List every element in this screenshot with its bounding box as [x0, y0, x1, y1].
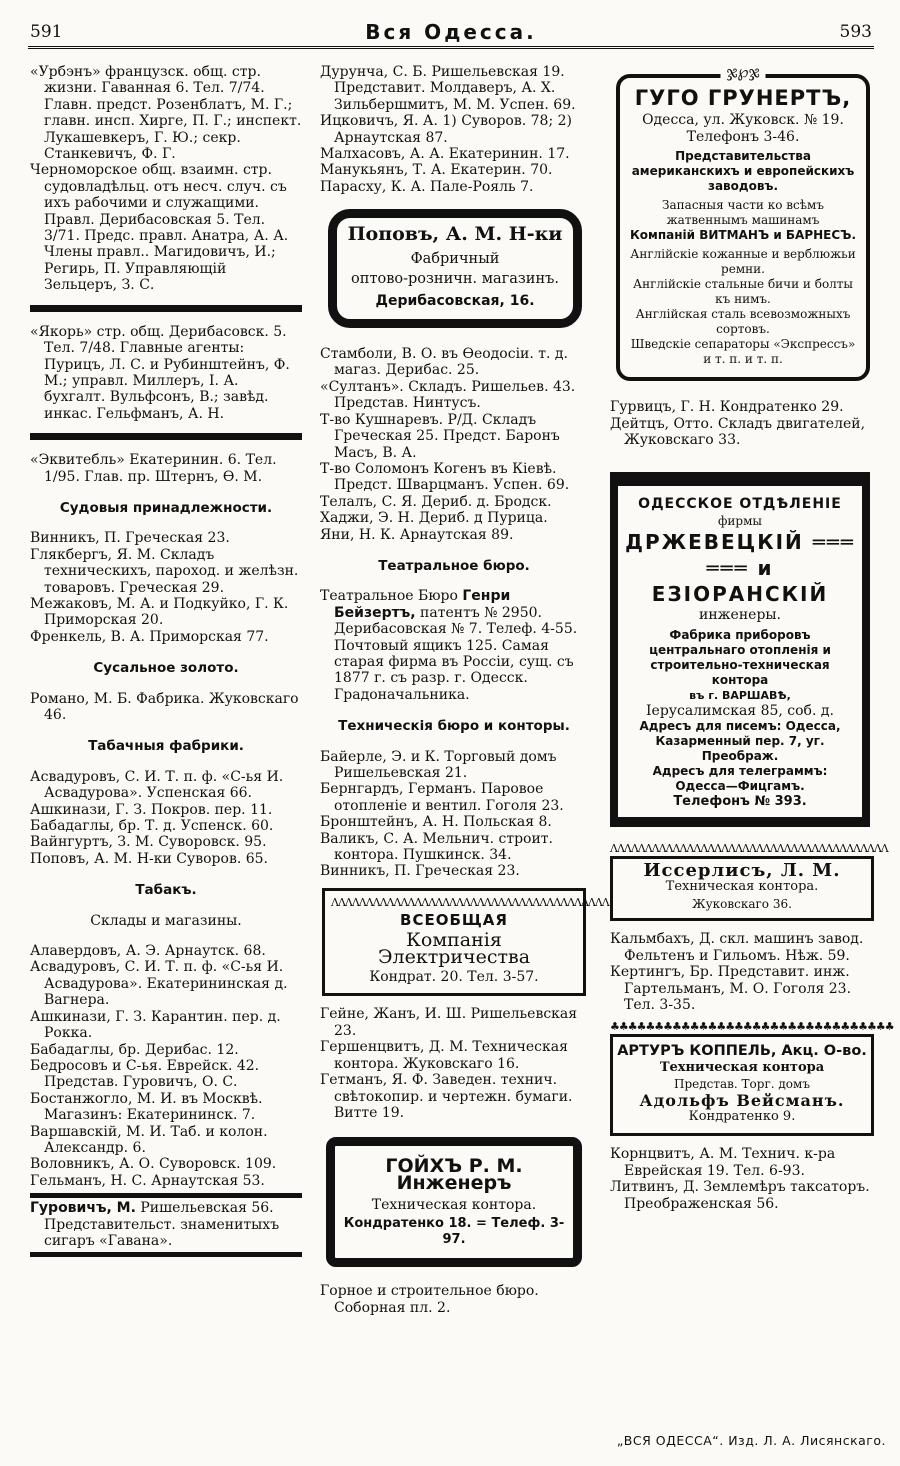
- entry-teatr-name: Генри Бейзертъ,: [334, 588, 511, 621]
- section-heading-sudov: Судовыя принадлежности.: [59, 499, 273, 516]
- advert-popov: [328, 209, 582, 328]
- entry-stamboli: Стамболи, В. О. въ Ѳеодосіи. т. д. магаз. Дерибас. 25.: [320, 346, 568, 379]
- advert-grunert-phone: Телефонъ 3-46.: [686, 128, 800, 145]
- entry-romano: Романо, М. Б. Фабрика. Жуковскаго 46.: [30, 690, 299, 723]
- advert-goih-name: ГОЙХЪ Р. М. Инженеръ: [385, 1155, 523, 1194]
- advert-popov-name: Поповъ, А. М. Н-ки: [347, 223, 563, 246]
- advert-drzhevetsky-line: Адресъ для писемъ: Одесса, Казарменный пер. 7, уг. Преображ.: [639, 719, 841, 764]
- advert-drzhevetsky-line: фирмы: [718, 513, 762, 528]
- advert-grunert-line: Шведскіе сепараторы «Экспрессъ» и т. п. и т. п.: [630, 337, 856, 367]
- entry-gurvits: Гурвицъ, Г. Н. Кондратенко 29.: [610, 399, 844, 416]
- advert-grunert: [616, 62, 870, 381]
- entry-sultan: «Султанъ». Складъ. Ришельев. 43. Представ. Нинтусъ.: [320, 378, 576, 412]
- column-2: [320, 64, 609, 1316]
- entry-solomon: Т-во Соломонъ Когенъ въ Кіевѣ. Предст. Шварцманъ. Успен. 69.: [320, 460, 570, 494]
- ornament-border: ΛΛΛΛΛΛΛΛΛΛΛΛΛΛΛΛΛΛΛΛΛΛΛΛΛΛΛΛΛΛΛΛΛΛΛΛΛΛΛΛ: [610, 842, 888, 856]
- advert-drzhevetsky-phone: Телефонъ № 393.: [673, 794, 807, 810]
- advert-isserlis-name: Иссерлисъ, Л. М.: [643, 860, 841, 882]
- entry-litvin: Литвинъ, Д. Землемѣръ таксаторъ. Преображенская 56.: [610, 1179, 870, 1212]
- entry-teatr: [320, 588, 588, 703]
- advert-koppel: [610, 1034, 874, 1136]
- entry-yani: Яни, Н. К. Арнаутская 89.: [320, 526, 514, 543]
- entry-vaingurt: Вайнгуртъ, З. М. Суворовск. 95.: [30, 834, 267, 851]
- entry-chernomor: Черноморское общ. взаимн. стр. судовладѣльц. отъ несч. случ. съ ихъ рабочими и служащими. Правл. Дерибасовская 5. Тел. 3/71. Предс. правл. Анатра, А. А. Члены правл.. Магидовичъ, И.; Регирь, П. Управляющій Зельцеръ, З. С.: [30, 162, 289, 294]
- entry-gurovich: [30, 1200, 302, 1249]
- entry-vinnik: Винникъ, П. Греческая 23.: [30, 530, 230, 547]
- entry-gelman: Гельманъ, Н. С. Арнаутская 53.: [30, 1172, 265, 1189]
- entry-kerting: Кертингъ, Бр. Представит. инж. Гартельманъ, М. О. Гоголя 23. Тел. 3-35.: [610, 964, 852, 1013]
- advert-koppel-line: Представ. Торг. домъ: [674, 1077, 810, 1092]
- entry-telal: Телалъ, С. Я. Дериб. д. Бродск.: [320, 493, 552, 510]
- advert-vseob-name: Компанія Электричества: [377, 929, 531, 968]
- entry-popov: Поповъ, А. М. Н-ки Суворов. 65.: [30, 850, 268, 867]
- advert-drzhevetsky-line: ОДЕССКОЕ ОТДѢЛЕНІЕ: [638, 496, 842, 513]
- entry-frenkel: Френкель, В. А. Приморская 77.: [30, 628, 269, 645]
- entry-itskovich: Ицковичъ, Я. А. 1) Суворов. 78; 2) Арнаутская 87.: [320, 113, 572, 146]
- entry-geine: Гейне, Жанъ, И. Ш. Ришельевская 23.: [320, 1006, 578, 1039]
- entry-gornoe: Горное и строительное бюро. Соборная пл. 2.: [320, 1283, 539, 1316]
- entry-berngard: Бернгардъ, Германъ. Паровое отопленіе и вентил. Гоголя 23.: [320, 781, 564, 814]
- entry-asvadurov-2: Асвадуровъ, С. И. Т. п. ф. «С-ья И. Асвадурова». Екатерининская д. Вагнера.: [30, 959, 288, 1009]
- page-number-left: 591: [30, 22, 63, 42]
- entry-malkhasov: Малхасовъ, А. А. Екатеринин. 17.: [320, 146, 570, 163]
- entry-parasku: Парасху, К. А. Пале-Рояль 7.: [320, 178, 534, 195]
- entry-khadzhi: Хаджи, Э. Н. Дериб. д Пурица.: [320, 510, 548, 527]
- entry-volovnik: Воловникъ, А. О. Суворовск. 109.: [30, 1156, 277, 1173]
- page-header: [28, 20, 874, 49]
- entry-gershentsvit: Гершенцвитъ, Д. М. Техническая контора. Жуковскаго 16.: [320, 1039, 568, 1072]
- advert-popov-line: Фабричный: [410, 250, 500, 267]
- advert-drzhevetsky-line: Іерусалимская 85, соб. д.: [646, 702, 834, 719]
- advert-popov-line: оптово-розничн. магазинъ.: [351, 270, 559, 287]
- divider-rule: [30, 305, 302, 312]
- ornament-icon: ჯ℘ჯ: [720, 64, 765, 80]
- entry-vinnik-2: Винникъ, П. Греческая 23.: [320, 863, 520, 880]
- advert-popov-address: Дерибасовская, 16.: [375, 292, 535, 309]
- entry-gurovich-text: Ришельевская 56. Представительст. знаменитыхъ сигаръ «Гавана».: [44, 1200, 280, 1249]
- advert-grunert-line: Представительства американскихъ и европейскихъ заводовъ.: [631, 149, 855, 194]
- advert-goih: [326, 1137, 582, 1267]
- advert-goih-address: Кондратенко 18. = Телеф. 3-97.: [343, 1215, 565, 1247]
- advert-koppel-name: АРТУРЪ КОППЕЛЬ, Акц. О-во.: [617, 1043, 867, 1060]
- advert-isserlis: [610, 856, 874, 921]
- page-footer: „ВСЯ ОДЕССА“. Изд. Л. А. Лисянскаго.: [616, 1433, 886, 1448]
- entry-glyakberg: Глякбергъ, Я. М. Складъ техническихъ, пароход. и желѣзн. товаровъ. Греческая 29.: [30, 546, 299, 596]
- column-1: [30, 64, 302, 1257]
- entry-varshavsky: Варшавскій, М. И. Таб. и колон. Александр. 6.: [30, 1123, 268, 1156]
- advert-grunert-line: Запасныя части ко всѣмъ жатвеннымъ машинамъ: [662, 198, 824, 228]
- entry-kalmbakh: Кальмбахъ, Д. скл. машинъ завод. Фельтенъ и Гильомъ. Нѣж. 59.: [610, 931, 864, 964]
- divider-rule: [30, 433, 302, 440]
- advert-drzhevetsky-line: Адресъ для телеграммъ:: [652, 764, 828, 779]
- advert-drzhevetsky-line: Одесса—Фицгамъ.: [675, 779, 805, 794]
- advert-isserlis-address: Жуковскаго 36.: [692, 896, 792, 911]
- entry-manukyan: Манукьянъ, Т. А. Екатерин. 70.: [320, 162, 553, 179]
- advert-goih-line: Техническая контора.: [371, 1197, 537, 1214]
- advert-grunert-line: Англійскіе стальные бичи и болты къ нимъ.: [633, 277, 853, 307]
- advert-drzhevetsky-name: ═══ и ЕЗІОРАНСКІЙ: [651, 556, 829, 607]
- entry-babadagly: Бабадаглы, бр. Т. д. Успенск. 60.: [30, 818, 274, 835]
- entry-ashkinazi-2: Ашкинази, Г. З. Карантин. пер. д. Рокка.: [30, 1008, 281, 1042]
- advert-isserlis-line: Техническая контора.: [665, 879, 819, 895]
- advert-grunert-address: Одесса, ул. Жуковск. № 19.: [642, 112, 844, 129]
- section-heading-teatr: Театральное бюро.: [378, 557, 530, 574]
- advert-grunert-line: Англійская сталь всевозможныхъ сортовъ.: [635, 307, 851, 337]
- entry-kornitsvit: Корнцвитъ, А. М. Технич. к-ра Еврейская 19. Тел. 6-93.: [610, 1146, 836, 1179]
- divider-rule: [30, 1252, 302, 1257]
- advert-grunert-line: Компаній ВИТМАНЪ и БАРНЕСЪ.: [629, 228, 857, 243]
- entry-getman: Гетманъ, Я. Ф. Заведен. технич. свѣтокопир. и чертежн. бумаги. Витте 19.: [320, 1072, 573, 1121]
- advert-drzhevetsky-line: Фабрика приборовъ центральнаго отопленія и строительно-техническая контора: [649, 627, 831, 687]
- advert-vseob: [322, 888, 609, 997]
- advert-drzhevetsky-line: въ г. ВАРШАВѢ,: [689, 688, 791, 702]
- entry-valik: Валикъ, С. А. Мельнич. строит. контора. Пушкинск. 34.: [320, 830, 553, 864]
- column-3: [610, 62, 894, 1212]
- entry-asvadurov: Асвадуровъ, С. И. Т. п. ф. «С-ья И. Асвадурова». Успенская 66.: [30, 768, 284, 802]
- entry-bedrosov: Бедросовъ и С-ья. Еврейск. 42. Представ. Гуровичъ, О. С.: [30, 1057, 260, 1091]
- advert-vseob-title: ВСЕОБЩАЯ: [400, 910, 508, 929]
- entry-ekvitebl: «Эквитебль» Екатеринин. 6. Тел. 1/95. Глав. пр. Штернъ, Ѳ. М.: [30, 452, 277, 485]
- entry-bostanzhoglo: Бостанжогло, М. И. въ Москвѣ. Магазинъ: Екатерининск. 7.: [30, 1090, 263, 1124]
- advert-drzhevetsky-line: инженеры.: [699, 607, 781, 624]
- entry-gurovich-name: Гуровичъ, М.: [30, 1200, 136, 1217]
- section-heading-tabak: Табакъ.: [135, 882, 197, 899]
- ornament-border: ΛΛΛΛΛΛΛΛΛΛΛΛΛΛΛΛΛΛΛΛΛΛΛΛΛΛΛΛΛΛΛΛΛΛΛΛΛΛΛΛ: [331, 895, 609, 909]
- entry-bayerle: Байерле, Э. и К. Торговый домъ Ришельевская 21.: [320, 748, 557, 781]
- advert-koppel-address: Кондратенко 9.: [688, 1108, 796, 1124]
- page-number-right: 593: [839, 22, 872, 42]
- section-heading-susal: Сусальное золото.: [93, 660, 239, 677]
- advert-vseob-address: Кондрат. 20. Тел. 3-57.: [369, 969, 539, 986]
- section-heading-tekh: Техническія бюро и конторы.: [338, 718, 570, 735]
- page-title: Вся Одесса.: [365, 20, 537, 44]
- section-heading-tabfab: Табачныя фабрики.: [88, 738, 244, 755]
- entry-alaverdov: Алавердовъ, А. Э. Арнаутск. 68.: [30, 943, 266, 960]
- advert-grunert-name: ГУГО ГРУНЕРТЪ,: [634, 86, 852, 110]
- advert-koppel-agent: Адольфъ Вейсманъ.: [639, 1090, 845, 1110]
- directory-page: [28, 20, 894, 1450]
- entry-bronshtein: Бронштейнъ, А. Н. Польская 8.: [320, 814, 552, 831]
- divider-rule: [30, 1193, 302, 1198]
- entry-kushnarev: Т-во Кушнаревъ. Р/Д. Складъ Греческая 25. Предст. Баронъ Масъ, В. А.: [320, 411, 560, 461]
- entry-deitts: Дейтцъ, Отто. Складъ двигателей, Жуковскаго 33.: [610, 415, 866, 449]
- subheading-sklady: Склады и магазины.: [90, 912, 242, 929]
- advert-drzhevetsky-name: ДРЖЕВЕЦКІЙ ═══: [625, 530, 855, 555]
- entry-duruncha: Дурунча, С. Б. Ришельевская 19. Представит. Молдаверъ, А. Х. Зильбершмитъ, М. М. Успен. 69.: [320, 64, 576, 113]
- entry-mezhakov: Межаковъ, М. А. и Подкуйко, Г. К. Приморская 20.: [30, 595, 289, 629]
- advert-grunert-line: Англійскіе кожанные и верблюжьи ремни.: [630, 247, 856, 277]
- entry-babadagly-2: Бабадаглы, бр. Дерибас. 12.: [30, 1041, 239, 1058]
- entry-urbon: «Урбэнъ» французск. общ. стр. жизни. Гаванная 6. Тел. 7/74. Главн. предст. Розенблатъ, М. Г.; главн. инсп. Хирге, П. Г.; инспект. Лукашевкеръ, Г. Ю.; секр. Станкевичъ, Ф. Г.: [30, 64, 302, 163]
- advert-koppel-line: Техническая контора: [659, 1059, 825, 1075]
- ornament-border: ♣♣♣♣♣♣♣♣♣♣♣♣♣♣♣♣♣♣♣♣♣♣♣♣♣♣♣♣♣♣♣♣: [610, 1020, 894, 1034]
- entry-ashkinazi: Ашкинази, Г. З. Покров. пер. 11.: [30, 801, 273, 818]
- entry-yakor: «Якорь» стр. общ. Дерибасовск. 5. Тел. 7/48. Главные агенты: Пурицъ, Л. С. и Рубинштейнъ, Ф. М.; управл. Миллеръ, І. А. бухгалт. Вульфсонъ, В.; завѣд. инкас. Гельфманъ, А. Н.: [30, 323, 290, 422]
- entry-teatr-text: патентъ № 2950. Дерибасовская № 7. Телеф. 4-55. Почтовый ящикъ 125. Самая старая фирма въ Россіи, сущ. съ 1877 г. съ разр. г. Одесск. Градоначальника.: [334, 604, 578, 703]
- advert-drzhevetsky: [610, 472, 870, 827]
- entry-teatr-prefix: Театральное Бюро: [320, 588, 458, 605]
